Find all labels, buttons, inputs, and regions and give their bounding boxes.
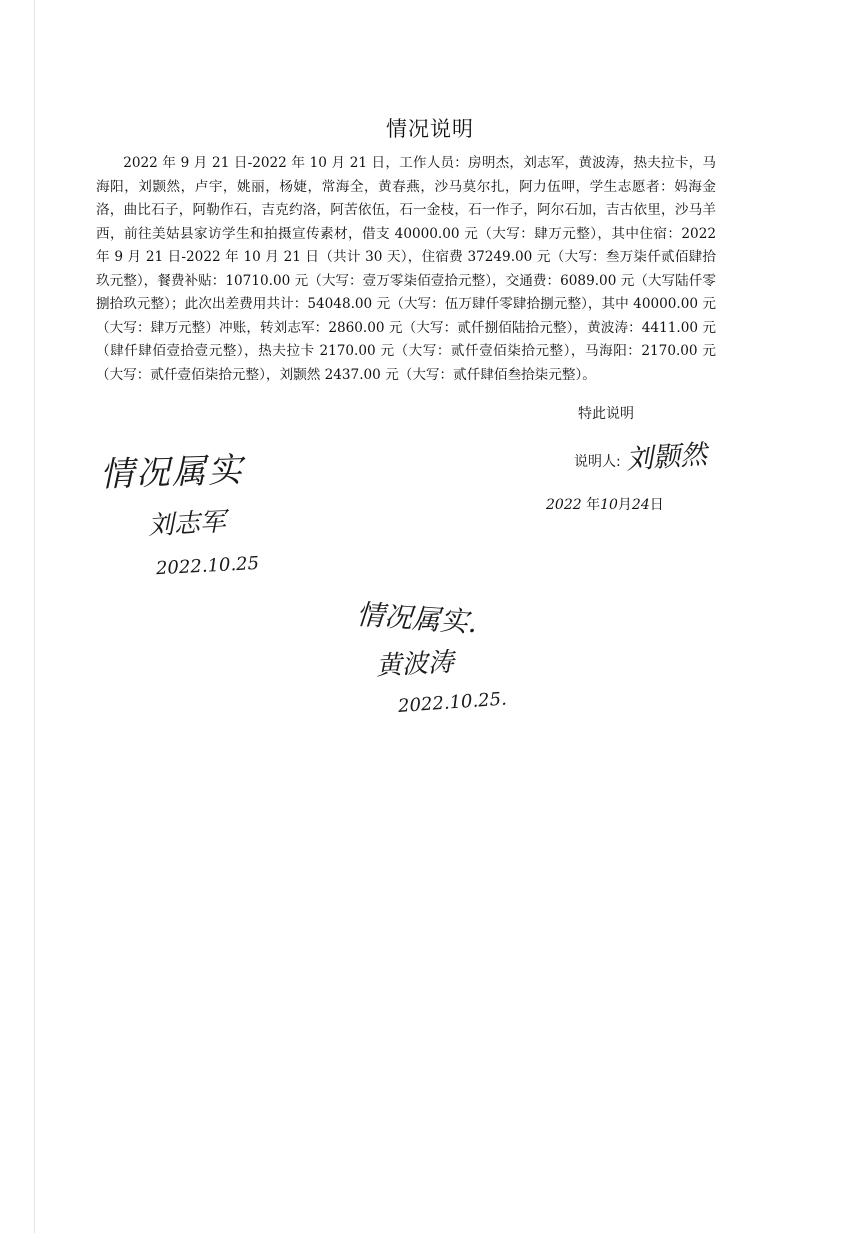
explainer-label: 说明人:	[574, 454, 621, 470]
left-handwritten-note	[100, 446, 300, 586]
document-body: 2022 年 9 月 21 日-2022 年 10 月 21 日，工作人员：房明杰，刘志军，黄波涛，热夫拉卡，马海阳，刘颢然，卢宇，姚丽，杨婕，常海全，黄春燕，沙马莫尔扎，阿力伍呷，学生志愿者：妈海金洛，曲比石子，阿勒作石，吉克约洛，阿苦依伍，石一金枝，石一作子，阿尔石加，吉古依里，沙马羊西，前往美姑县家访学生和拍摄宣传素材，借支 40000.00 元（大写：肆万元整），其中住宿：2022 年 9 月 21 日-2022 年 10 月 21 日（共计 30 天），住宿费 37249.00 元（大写：叁万柒仟贰佰肆拾玖元整），餐费补贴：10710.00 元（大写：壹万零柒佰壹拾元整），交通费：6089.00 元（大写陆仟零捌拾玖元整）；此次出差费用共计：54048.00 元（大写：伍万肆仟零肆拾捌元整），其中 40000.00 元（大写：肆万元整）冲账，转刘志军：2860.00 元（大写：贰仟捌佰陆拾元整），黄波涛：4411.00 元（肆仟肆佰壹拾壹元整），热夫拉卡 2170.00 元（大写：贰仟壹佰柒拾元整），马海阳：2170.00 元（大写：贰仟壹佰柒拾元整），刘颢然 2437.00 元（大写：贰仟肆佰叁拾柒元整）。	[96, 155, 716, 383]
document-title: 情况说明	[386, 117, 474, 141]
date-month: 10	[600, 497, 618, 513]
center-note-date: 2022.10.25.	[397, 688, 508, 718]
explainer-signature-text: 刘颢然	[625, 439, 709, 476]
center-note-statement: 情况属实.	[355, 597, 479, 640]
date-year: 2022	[546, 497, 582, 513]
document-date	[546, 494, 664, 514]
explainer-signature	[626, 436, 716, 476]
closing-statement: 特此说明	[578, 406, 634, 422]
left-note-signature: 刘志军	[147, 507, 227, 542]
left-note-statement: 情况属实	[99, 450, 245, 496]
date-month-unit: 月	[617, 497, 632, 513]
scan-edge-line	[34, 0, 35, 1233]
center-handwritten-note	[356, 592, 556, 722]
date-year-unit: 年	[586, 497, 601, 513]
date-day-unit: 日	[649, 497, 664, 513]
center-note-signature: 黄波涛	[375, 647, 455, 682]
left-note-date: 2022.10.25	[155, 552, 260, 580]
date-day: 24	[631, 497, 650, 513]
